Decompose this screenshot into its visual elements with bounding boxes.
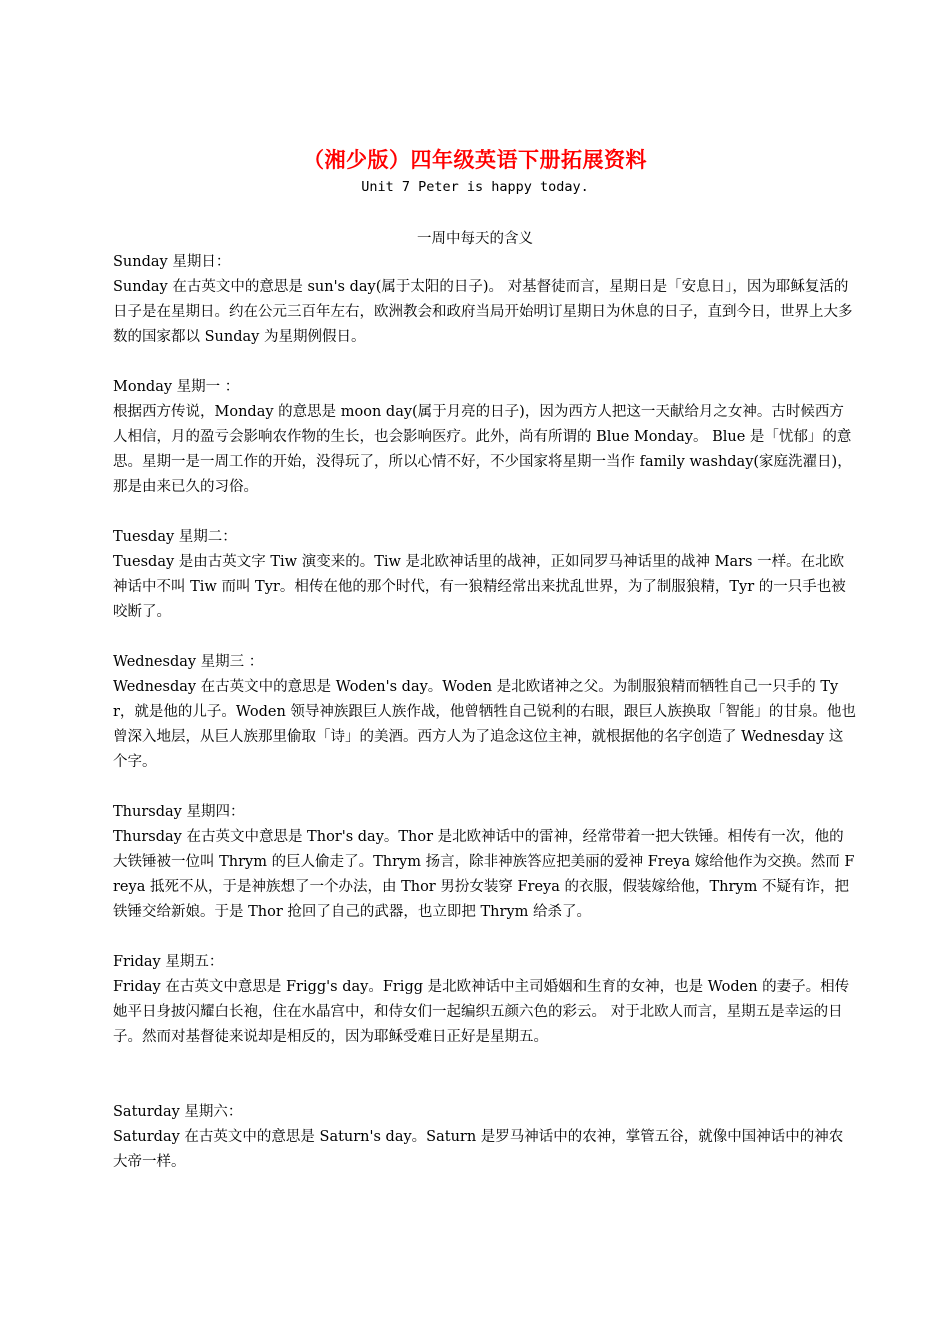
day-section-saturday bbox=[113, 1100, 857, 1175]
day-section-wednesday bbox=[113, 650, 857, 775]
day-label: Friday 星期五： bbox=[113, 954, 224, 970]
day-section-thursday bbox=[113, 800, 857, 925]
day-section-tuesday bbox=[113, 525, 857, 625]
day-section-friday bbox=[113, 950, 857, 1050]
day-paragraph: Thursday 在古英文中意思是 Thor's day。Thor 是北欧神话中的雷神，经常带着一把大铁锤。相传有一次，他的大铁锤被一位叫 Thrym 的巨人偷走了。Thrym 扬言，除非神族答应把美丽的爱神 Freya 嫁给他作为交换。然而 Freya 抵死不从，于是神族想了一个办法，由 Thor 男扮女装穿 Freya 的衣服，假装嫁给他，Thrym 不疑有诈，把铁锤交给新娘。于是 Thor 抢回了自己的武器，也立即把 Thrym 给杀了。 bbox=[113, 829, 855, 920]
day-label: Monday 星期一 ： bbox=[113, 379, 240, 395]
day-paragraph: Friday 在古英文中意思是 Frigg's day。Frigg 是北欧神话中主司婚姻和生育的女神，也是 Woden 的妻子。相传她平日身披闪耀白长袍，住在水晶宫中，和侍女们一起编织五颜六色的彩云。 对于北欧人而言，星期五是幸运的日子。然而对基督徒来说却是相反的，因为耶稣受难日正好是星期五。 bbox=[113, 979, 850, 1045]
day-paragraph: 根据西方传说，Monday 的意思是 moon day(属于月亮的日子)，因为西方人把这一天献给月之女神。古时候西方人相信，月的盈亏会影响农作物的生长，也会影响医疗。此外，尚有所谓的 Blue Monday。 Blue 是「忧郁」的意思。星期一是一周工作的开始，没得玩了，所以心情不好，不少国家将星期一当作 family washday(家庭洗濯日)，那是由来已久的习俗。 bbox=[113, 404, 852, 495]
day-label: Wednesday 星期三 ： bbox=[113, 654, 264, 670]
section-heading: 一周中每天的含义 bbox=[417, 231, 533, 247]
day-label: Tuesday 星期二： bbox=[113, 529, 237, 545]
day-paragraph: Sunday 在古英文中的意思是 sun's day(属于太阳的日子)。 对基督徒而言，星期日是「安息日」，因为耶稣复活的日子是在星期日。约在公元三百年左右，欧洲教会和政府当局开始明订星期日为休息的日子，直到今日，世界上大多数的国家都以 Sunday 为星期例假日。 bbox=[113, 279, 853, 345]
day-section-sunday bbox=[113, 250, 857, 350]
document-subtitle: Unit 7 Peter is happy today. bbox=[361, 179, 589, 195]
day-paragraph: Wednesday 在古英文中的意思是 Woden's day。Woden 是北欧诸神之父。为制服狼精而牺牲自己一只手的 Tyr，就是他的儿子。Woden 领导神族跟巨人族作战，他曾牺牲自己锐利的右眼，跟巨人族换取「智能」的甘泉。他也曾深入地层，从巨人族那里偷取「诗」的美酒。西方人为了追念这位主神，就根据他的名字创造了 Wednesday 这个字。 bbox=[113, 679, 856, 770]
day-paragraph: Tuesday 是由古英文字 Tiw 演变来的。Tiw 是北欧神话里的战神，正如同罗马神话里的战神 Mars 一样。在北欧神话中不叫 Tiw 而叫 Tyr。相传在他的那个时代，有一狼精经常出来扰乱世界，为了制服狼精，Tyr 的一只手也被咬断了。 bbox=[113, 554, 846, 620]
day-label: Thursday 星期四： bbox=[113, 804, 245, 820]
day-section-monday bbox=[113, 375, 857, 500]
day-label: Saturday 星期六： bbox=[113, 1104, 243, 1120]
document-body bbox=[113, 250, 857, 1175]
day-paragraph: Saturday 在古英文中的意思是 Saturn's day。Saturn 是罗马神话中的农神，掌管五谷，就像中国神话中的神农大帝一样。 bbox=[113, 1129, 844, 1170]
document-title: （湘少版）四年级英语下册拓展资料 bbox=[303, 147, 647, 172]
day-label: Sunday 星期日： bbox=[113, 254, 231, 270]
